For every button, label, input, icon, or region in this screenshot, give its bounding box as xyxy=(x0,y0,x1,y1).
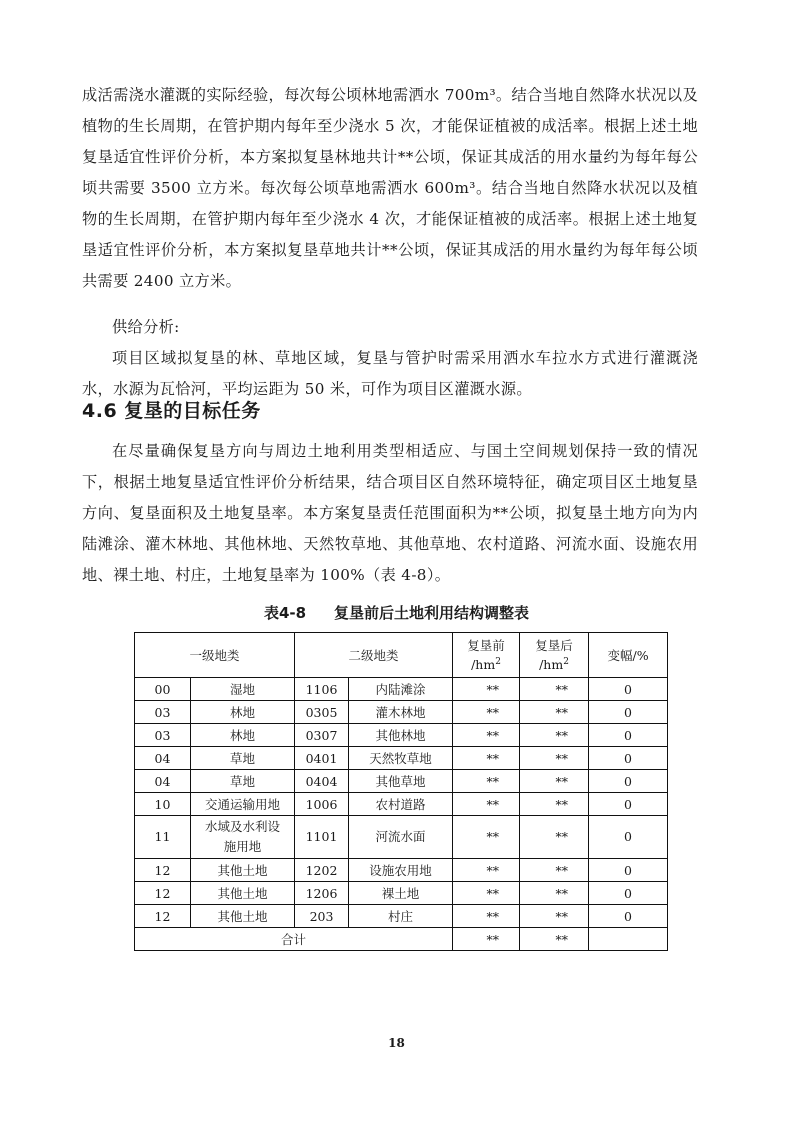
cell-after: ** xyxy=(520,678,589,701)
cell-code1: 12 xyxy=(135,859,191,882)
cell-code2: 0404 xyxy=(295,770,349,793)
cell-change: 0 xyxy=(589,747,668,770)
cell-name2: 农村道路 xyxy=(349,793,453,816)
header-before: 复垦前 $/hm^2$ xyxy=(453,633,520,678)
table-caption-number: 表4-8 xyxy=(263,604,307,622)
table-header-row xyxy=(135,633,668,678)
cell-code2: 1206 xyxy=(295,882,349,905)
table-caption-title: 复垦前后土地利用结构调整表 xyxy=(334,604,530,622)
cell-name1: 交通运输用地 xyxy=(191,793,295,816)
cell-name1: 其他土地 xyxy=(191,905,295,928)
cell-name2: 天然牧草地 xyxy=(349,747,453,770)
paragraph-supply-label: 供给分析: xyxy=(112,318,180,336)
page-number: 18 xyxy=(388,1036,405,1050)
cell-before: ** xyxy=(453,859,520,882)
paragraph-target-tasks: 在尽量确保复垦方向与周边土地利用类型相适应、与国土空间规划保持一致的情况下，根据土地复垦适宜性评价分析结果，结合项目区自然环境特征，确定项目区土地复垦方向、复垦面积及土地复垦率。本方案复垦责任范围面积为**公顷，拟复垦土地方向为内陆滩涂、灌木林地、其他林地、天然牧草地、其他草地、农村道路、河流水面、设施农用地、裸土地、村庄，土地复垦率为 100%（表 4-8）。 xyxy=(82,442,698,584)
cell-name1: 湿地 xyxy=(191,678,295,701)
cell-total-before: ** xyxy=(453,928,520,951)
cell-code2: 0307 xyxy=(295,724,349,747)
cell-after: ** xyxy=(520,747,589,770)
cell-after: ** xyxy=(520,859,589,882)
cell-name2: 设施农用地 xyxy=(349,859,453,882)
cell-code1: 12 xyxy=(135,882,191,905)
section-heading: 4.6 复垦的目标任务 xyxy=(82,400,261,422)
cell-before: ** xyxy=(453,724,520,747)
cell-name1: 林地 xyxy=(191,701,295,724)
cell-total-after: ** xyxy=(520,928,589,951)
cell-name1: 林地 xyxy=(191,724,295,747)
cell-after: ** xyxy=(520,701,589,724)
cell-before: ** xyxy=(453,747,520,770)
cell-change: 0 xyxy=(589,701,668,724)
cell-after: ** xyxy=(520,816,589,859)
table-row xyxy=(135,859,668,882)
cell-name1: 草地 xyxy=(191,770,295,793)
cell-before: ** xyxy=(453,905,520,928)
cell-change: 0 xyxy=(589,859,668,882)
cell-code1: 00 xyxy=(135,678,191,701)
cell-total-change xyxy=(589,928,668,951)
header-level2: 二级地类 xyxy=(295,633,453,678)
cell-total-label: 合计 xyxy=(135,928,453,951)
paragraph-supply-analysis: 项目区域拟复垦的林、草地区域，复垦与管护时需采用洒水车拉水方式进行灌溉浇水，水源为瓦恰河，平均运距为 50 米，可作为项目区灌溉水源。 xyxy=(82,349,698,398)
cell-before: ** xyxy=(453,770,520,793)
cell-code2: 1106 xyxy=(295,678,349,701)
cell-after: ** xyxy=(520,882,589,905)
cell-code1: 04 xyxy=(135,747,191,770)
cell-code1: 03 xyxy=(135,701,191,724)
table-row xyxy=(135,882,668,905)
cell-before: ** xyxy=(453,793,520,816)
table-row xyxy=(135,793,668,816)
cell-name2: 其他草地 xyxy=(349,770,453,793)
table-row xyxy=(135,724,668,747)
header-after: 复垦后 $/hm^2$ xyxy=(520,633,589,678)
cell-before: ** xyxy=(453,678,520,701)
cell-before: ** xyxy=(453,701,520,724)
cell-before: ** xyxy=(453,816,520,859)
header-level1: 一级地类 xyxy=(135,633,295,678)
cell-code2: 0401 xyxy=(295,747,349,770)
table-row xyxy=(135,905,668,928)
cell-code2: 1006 xyxy=(295,793,349,816)
cell-name2: 灌木林地 xyxy=(349,701,453,724)
land-use-adjustment-table xyxy=(134,632,668,951)
cell-after: ** xyxy=(520,905,589,928)
cell-before: ** xyxy=(453,882,520,905)
cell-change: 0 xyxy=(589,770,668,793)
table-row xyxy=(135,747,668,770)
table-row xyxy=(135,701,668,724)
cell-name2: 村庄 xyxy=(349,905,453,928)
cell-after: ** xyxy=(520,793,589,816)
cell-name2: 内陆滩涂 xyxy=(349,678,453,701)
cell-code2: 1101 xyxy=(295,816,349,859)
cell-code1: 04 xyxy=(135,770,191,793)
cell-code1: 11 xyxy=(135,816,191,859)
table-caption xyxy=(0,602,793,623)
cell-code1: 10 xyxy=(135,793,191,816)
cell-code1: 03 xyxy=(135,724,191,747)
cell-code2: 0305 xyxy=(295,701,349,724)
cell-name2: 裸土地 xyxy=(349,882,453,905)
cell-change: 0 xyxy=(589,882,668,905)
cell-name1: 水域及水利设施用地 xyxy=(191,816,295,859)
cell-change: 0 xyxy=(589,793,668,816)
cell-code2: 1202 xyxy=(295,859,349,882)
cell-after: ** xyxy=(520,724,589,747)
paragraph-water-demand: 成活需浇水灌溉的实际经验，每次每公顷林地需洒水 700m³。结合当地自然降水状况以及植物的生长周期，在管护期内每年至少浇水 5 次，才能保证植被的成活率。根据上述土地复垦适宜性评价分析，本方案拟复垦林地共计**公顷，保证其成活的用水量约为每年每公顷共需要 3500 立方米。每次每公顷草地需洒水 600m³。结合当地自然降水状况以及植物的生长周期，在管护期内每年至少浇水 4 次，才能保证植被的成活率。根据上述土地复垦适宜性评价分析，本方案拟复垦草地共计**公顷，保证其成活的用水量约为每年每公顷共需要 2400 立方米。 xyxy=(82,86,698,290)
cell-change: 0 xyxy=(589,816,668,859)
cell-name1: 草地 xyxy=(191,747,295,770)
cell-name2: 其他林地 xyxy=(349,724,453,747)
cell-name2: 河流水面 xyxy=(349,816,453,859)
cell-name1: 其他土地 xyxy=(191,882,295,905)
cell-code1: 12 xyxy=(135,905,191,928)
cell-change: 0 xyxy=(589,724,668,747)
table-row xyxy=(135,770,668,793)
cell-change: 0 xyxy=(589,905,668,928)
cell-code2: 203 xyxy=(295,905,349,928)
table-total-row xyxy=(135,928,668,951)
table-row xyxy=(135,678,668,701)
cell-change: 0 xyxy=(589,678,668,701)
header-change: 变幅/% xyxy=(589,633,668,678)
cell-name1: 其他土地 xyxy=(191,859,295,882)
table-row xyxy=(135,816,668,859)
cell-after: ** xyxy=(520,770,589,793)
